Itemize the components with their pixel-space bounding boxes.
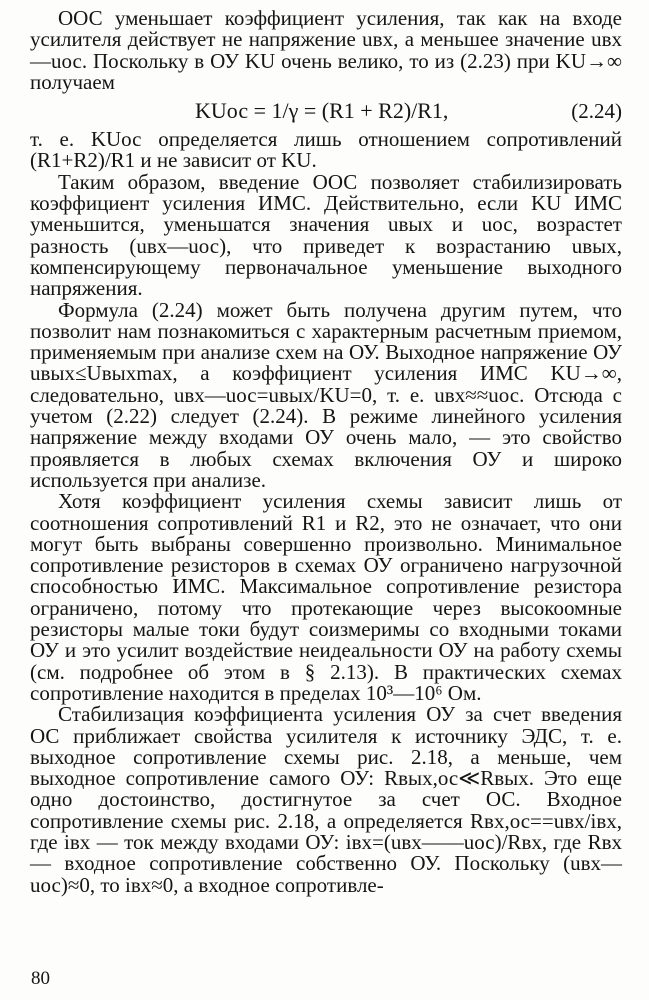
paragraph-after-formula: т. е. KUос определяется лишь отношением сопротивлений (R1+R2)/R1 и не зависит от KU. bbox=[30, 127, 622, 173]
paragraph-intro: ООС уменьшает коэффициент усиления, так как на входе усилителя действует не напряжение uвх, а меньшее значение uвх—uос. Поскольку в ОУ KU очень велико, то из (2.23) при KU→∞ получаем bbox=[30, 6, 622, 94]
page-content bbox=[30, 8, 622, 896]
equation-text: KUос = 1/γ = (R1 + R2)/R1, bbox=[195, 98, 449, 124]
paragraph-derivation: Формула (2.24) может быть получена другим путем, что позволит нам познакомиться с характерным расчетным приемом, применяемым при анализе схем на ОУ. Выходное напряжение ОУ uвых≤Uвыхmax, а коэффициент усиления ИМС KU→∞, следовательно, uвх—uос=uвых/KU=0, т. е. uвх≈≈uос. Отсюда с учетом (2.22) следует (2.24). В режиме линейного усиления напряжение между входами ОУ очень мало, — это свойство проявляется в любых схемах включения ОУ и широко используется при анализе. bbox=[30, 297, 622, 492]
equation-2-24 bbox=[30, 93, 622, 129]
equation-number: (2.24) bbox=[571, 99, 622, 124]
paragraph-stabilization: Таким образом, введение ООС позволяет стабилизировать коэффициент усиления ИМС. Действительно, если KU ИМС уменьшится, уменьшатся значения uвых и uос, возрастет разность (uвх—uос), что приведет к возрастанию uвых, компенсирующему первоначальное уменьшение выходного напряжения. bbox=[30, 169, 622, 301]
page-number: 80 bbox=[31, 968, 50, 989]
paragraph-output-resistance: Стабилизация коэффициента усиления ОУ за счет введения ОС приближает свойства усилителя к источнику ЭДС, т. е. выходное сопротивление схемы рис. 2.18, а меньше, чем выходное сопротивление самого ОУ: Rвых,ос≪Rвых. Это еще одно достоинство, достигнутое за счет ОС. Входное сопротивление схемы рис. 2.18, а определяется Rвх,ос==uвх/iвх, где iвх — ток между входами ОУ: iвх=(uвх——uос)/Rвх, где Rвх — входное сопротивление собственно ОУ. Поскольку (uвх—uос)≈0, то iвх≈0, а входное сопротивле- bbox=[30, 702, 622, 897]
paragraph-resistors: Хотя коэффициент усиления схемы зависит лишь от соотношения сопротивлений R1 и R2, это не означает, что они могут быть выбраны совершенно произвольно. Минимальное сопротивление резисторов в схемах ОУ ограничено нагрузочной способностью ИМС. Максимальное сопротивление резистора ограничено, потому что протекающие через высокоомные резисторы малые токи будут соизмеримы со входными токами ОУ и это усилит воздействие неидеальности ОУ на работу схемы (см. подробнее об этом в § 2.13). В практических схемах сопротивление находится в пределах 10³—10⁶ Ом. bbox=[30, 489, 622, 705]
